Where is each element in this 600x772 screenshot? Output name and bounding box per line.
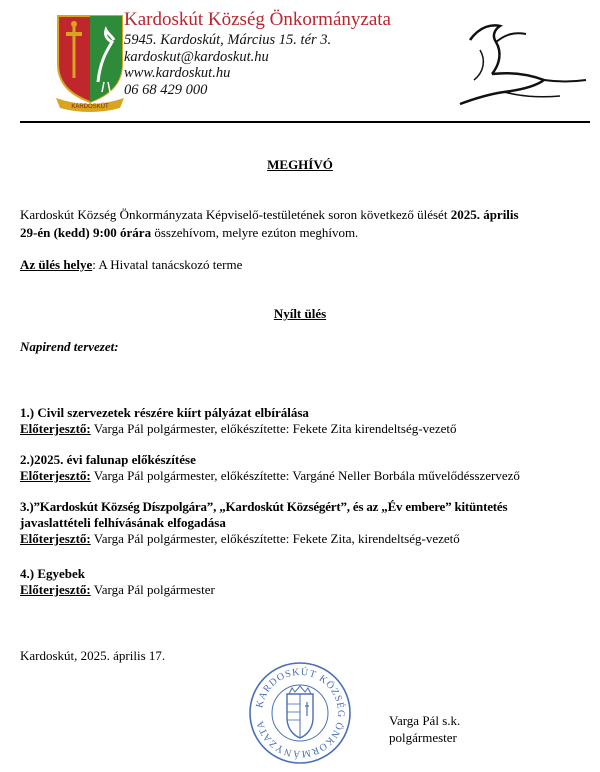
presenter-label: Előterjesztő: — [20, 582, 91, 597]
svg-text:KARDOSKÚT KÖZSÉG ÖNKORMÁNYZATA — [254, 666, 347, 760]
session-title: Nyílt ülés — [273, 306, 327, 321]
agenda-item-presenter — [20, 581, 215, 598]
agenda-item-title: 1.) Civil szervezetek részére kiírt pályázat elbírálása — [20, 405, 309, 420]
venue — [20, 256, 242, 273]
signature-title: polgármester — [389, 730, 457, 745]
organization-phone: 06 68 429 000 — [124, 81, 208, 98]
letterhead — [0, 0, 600, 124]
official-seal-icon — [247, 660, 353, 766]
agenda-item-title: 3.)”Kardoskút Község Díszpolgára”, „Kardoskút Községért”, és az „Év embere” kitüntetés — [20, 499, 508, 514]
signature-name: Varga Pál s.k. — [389, 713, 461, 728]
meeting-time: 29-én (kedd) 9:00 órára — [20, 225, 152, 240]
place-and-date: Kardoskút, 2025. április 17. — [20, 648, 166, 663]
organization-website: www.kardoskut.hu — [124, 65, 231, 81]
venue-value: : A Hivatal tanácskozó terme — [92, 257, 243, 272]
organization-info — [124, 8, 391, 98]
agenda-item-title: 2.)2025. évi falunap előkészítése — [20, 452, 196, 467]
agenda-label: Napirend tervezet: — [20, 339, 119, 354]
agenda-item-presenter — [20, 420, 457, 437]
organization-name: Kardoskút Község Önkormányzata — [124, 9, 391, 30]
intro-text-b: összehívom, melyre ezúton meghívom. — [151, 225, 359, 240]
crest-banner-text: KARDOSKÚT — [71, 104, 109, 110]
venue-label: Az ülés helye — [20, 257, 93, 272]
presenter-label: Előterjesztő: — [20, 531, 91, 546]
agenda-item-title-continued: javaslattételi felhívásának elfogadása — [20, 515, 226, 530]
presenter-value: Varga Pál polgármester, előkészítette: Vargáné Neller Borbála művelődésszervező — [90, 468, 520, 483]
intro-line-1 — [20, 206, 519, 223]
intro-line-2 — [20, 224, 358, 241]
document-title: MEGHÍVÓ — [267, 157, 333, 172]
presenter-label: Előterjesztő: — [20, 421, 91, 436]
organization-email: kardoskut@kardoskut.hu — [124, 48, 269, 65]
presenter-label: Előterjesztő: — [20, 468, 91, 483]
presenter-value: Varga Pál polgármester, előkészítette: Fekete Zita, kirendeltség-vezető — [90, 531, 460, 546]
organization-address: 5945. Kardoskút, Március 15. tér 3. — [124, 32, 332, 48]
crane-logo-icon — [440, 20, 590, 110]
coat-of-arms-icon — [56, 12, 124, 112]
intro-text-a: Kardoskút Község Önkormányzata Képviselő-testületének soron következő ülését — [20, 207, 451, 222]
agenda-item-title: 4.) Egyebek — [20, 566, 85, 581]
presenter-value: Varga Pál polgármester, előkészítette: Fekete Zita kirendeltség-vezető — [90, 421, 457, 436]
agenda-item-presenter — [20, 467, 520, 484]
header-divider — [20, 121, 590, 123]
seal-text: KARDOSKÚT KÖZSÉG ÖNKORMÁNYZATA — [254, 666, 347, 760]
meeting-date: 2025. április — [450, 207, 519, 222]
agenda-item-presenter — [20, 530, 460, 547]
presenter-value: Varga Pál polgármester — [90, 582, 215, 597]
